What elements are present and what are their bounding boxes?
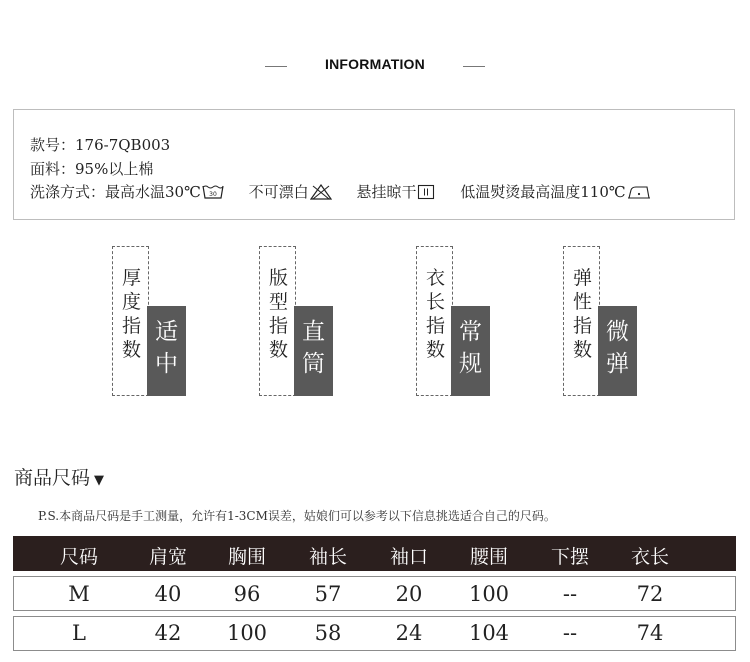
table-cell: M	[68, 582, 90, 606]
care-instructions	[30, 181, 651, 202]
size-note: P.S.本商品尺码是手工测量，允许有1-3CM误差，姑娘们可以参考以下信息挑选适合自己的尺码。	[38, 509, 556, 523]
index-value: 常 规	[459, 319, 482, 377]
wash-temp-text: 30	[209, 191, 217, 198]
page-title: INFORMATION	[325, 56, 425, 72]
iron-low-icon	[627, 184, 651, 200]
header-sleeve: 袖长	[308, 546, 347, 568]
size-section-title: 商品尺码 ▼	[14, 467, 105, 489]
header-length: 衣长	[630, 546, 669, 568]
table-cell: 74	[636, 621, 664, 645]
table-cell: 104	[468, 621, 510, 645]
header-hem: 下摆	[550, 546, 589, 568]
care-item-wash: 最高水温30℃ 30	[105, 181, 224, 202]
table-cell: 40	[154, 582, 182, 606]
table-cell: L	[72, 621, 86, 645]
index-value: 适 中	[155, 319, 178, 377]
hang-dry-icon	[417, 184, 435, 200]
care-item-dry: 悬挂晾干	[356, 181, 435, 202]
triangle-down-icon: ▼	[94, 473, 105, 488]
index-label: 弹 性 指 数	[572, 267, 592, 361]
fabric-info: 面料：95%以上棉	[30, 160, 154, 178]
table-cell: --	[562, 621, 578, 645]
table-cell: 72	[636, 582, 664, 606]
care-item-iron: 低温熨烫最高温度110℃	[460, 181, 650, 202]
index-label: 衣 长 指 数	[425, 267, 445, 361]
table-cell: 57	[314, 582, 342, 606]
index-label: 厚 度 指 数	[121, 267, 141, 361]
header-cuff: 袖口	[389, 546, 428, 568]
wash-30-icon	[202, 184, 224, 200]
header-size: 尺码	[59, 546, 98, 568]
style-number: 款号：176-7QB003	[30, 136, 171, 154]
heading-left-line	[265, 66, 287, 67]
no-bleach-icon	[310, 184, 332, 200]
table-cell: 24	[395, 621, 423, 645]
table-cell: 20	[395, 582, 423, 606]
header-waist: 腰围	[469, 546, 508, 568]
table-cell: 100	[468, 582, 510, 606]
index-label: 版 型 指 数	[268, 267, 288, 361]
table-cell: 42	[154, 621, 182, 645]
care-item-bleach: 不可漂白	[249, 181, 332, 202]
header-chest: 胸围	[227, 546, 266, 568]
table-cell: 100	[226, 621, 268, 645]
table-cell: 58	[314, 621, 342, 645]
wash-method-label: 洗涤方式：	[30, 183, 106, 201]
table-cell: --	[562, 582, 578, 606]
header-shoulder: 肩宽	[148, 546, 187, 568]
index-value: 直 筒	[302, 319, 325, 377]
product-info-box	[13, 109, 735, 220]
index-value: 微 弹	[606, 319, 629, 377]
table-cell: 96	[233, 582, 261, 606]
heading-right-line	[463, 66, 485, 67]
